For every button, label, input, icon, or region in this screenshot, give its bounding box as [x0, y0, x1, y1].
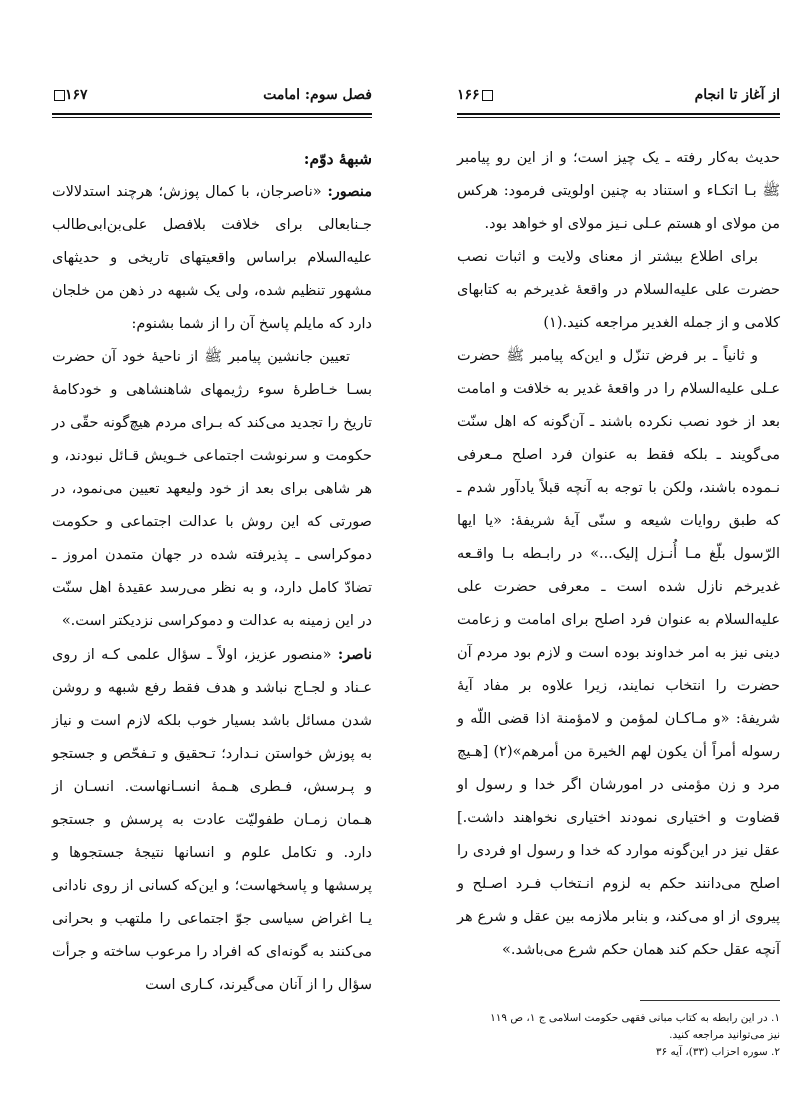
left-page-number-value: ۱۶۷ [65, 87, 88, 103]
left-header-rule-thin [52, 117, 372, 118]
paragraph-3: و ثانیاً ـ بر فرض تنزّل و این‌که پیامبر ﷺ حضرت عـلی علیه‌السلام را در واقعهٔ غدیر به خلافت و امامت بعد از خود نصب نکرده باشند ـ آن‌گونه که اهل سنّت می‌گویند ـ بلکه فقط به عنوان فرد اصلح مـعرفی نـموده باشند، ولکن با توجه به آنچه قبلاً یادآور شدم ـ که طبق روایات شیعه و سنّی آیهٔ شریفهٔ: «یا ایها الرّسول بلّغ مـا أُنـزل إلیک...» در رابـطه بـا واقـعه غدیرخم نازل شده است ـ معرفی حضرت علی علیه‌السلام به عنوان فرد اصلح برای امامت و زعامت دینی نیز به امر خداوند بوده است و لازم بود مردم آن حضرت را انتخاب نمایند، زیرا علاوه بر مفاد آیهٔ شریفهٔ: «و مـاکـان لمؤمن و لامؤمنة اذا قضی اللّه و رسوله أمراً أن یکون لهم الخیرة من أمرهم»(۲) [هـیچ مرد و زن مؤمنی در امورشان اگر خدا و رسول او قضاوت و اختیاری نمودند اختیاری نخواهند داشت.] عقل نیز در این‌گونه موارد که خدا و رسول او فردی را اصلح می‌دانند حکم به لزوم انـتخاب فـرد اصـلح و پیروی از او می‌کند، و بنابر ملازمه بین عقل و شرع هر آنچه عقل حکم کند همان حکم شرع می‌باشد.» [457, 348, 780, 958]
footnotes [480, 1010, 780, 1061]
page-box-icon [54, 90, 65, 101]
left-page-chapter-title: فصل سوم: امامت [263, 87, 372, 103]
paragraph-1 [52, 175, 372, 341]
footnote-divider [640, 1000, 780, 1001]
left-header-rule [52, 113, 372, 115]
right-page-body [457, 142, 780, 967]
page-box-icon [482, 90, 493, 101]
paragraph-2: برای اطلاع بیشتر از معنای ولایت و اثبات نصب حضرت علی علیه‌السلام در واقعهٔ غدیرخم به کتابهای کلامی و از جمله الغدیر مراجعه کنید.(۱) [457, 249, 780, 331]
right-page-number-value: ۱۶۶ [457, 87, 480, 103]
right-page-book-title: از آغاز تا انجام [694, 87, 780, 103]
paragraph-3-text: «منصور عزیز، اولاً ـ سؤال علمی کـه از روی عـناد و لجـاج نباشد و هدف فقط رفع شبهه و روشن شدن مسائل باشد بسیار خوب بلکه لازم است و نیاز به پوزش خواستن نـدارد؛ تـحقیق و تـفحّص و جستجو و پـرسش، فـطری هـمهٔ انسـانهاست. انسـان از هـمان زمـان طفولیّت عادت به پرسش و جستجو دارد. و تکامل علوم و انسانها نتیجهٔ جستجوها و پرسشها و پاسخهاست؛ و این‌که کسانی از روی نادانی یـا اغراض سیاسی جوّ اجتماعی را ملتهب و بحرانی می‌کنند به گونه‌ای که افراد را مرعوب ساخته و جرأت سؤال را از آنان می‌گیرند، کـاری است [52, 647, 372, 993]
section-heading: شبههٔ دوّم: [303, 149, 372, 168]
paragraph-2: تعیین جانشین پیامبر ﷺ از ناحیهٔ خود آن حضرت بسـا خـاطرهٔ سوء رژیمهای شاهنشاهی و خودکامهٔ تاریخ را تجدید می‌کند که بـرای مردم هیچ‌گونه حقّی در حکومت و سرنوشت اجتماعی خـویش قـائل نبودند، و هر شاهی برای بعد از خود ولیعهد تعیین می‌نمود، در صورتی که این روش با عدالت اجتماعی و حکومت دموکراسی ـ پذیرفته شده در جهان متمدن امروز ـ تضادّ کامل دارد، و به نظر می‌رسد عقیدهٔ اهل سنّت در این زمینه به عدالت و دموکراسی نزدیکتر است.» [52, 349, 372, 629]
speaker-naser: ناصر: [337, 646, 373, 663]
left-page-number [52, 87, 88, 103]
footnote-1: ۱. در این رابطه به کتاب مبانی فقهی حکومت اسلامی ج ۱، ص ۱۱۹ نیز می‌توانید مراجعه کنید. [490, 1012, 780, 1041]
right-header-rule-thin [457, 117, 780, 118]
left-page-body [52, 142, 372, 1002]
speaker-mansour: منصور: [327, 183, 373, 200]
right-page [400, 0, 800, 1100]
paragraph-3 [52, 638, 372, 1002]
left-page-header [52, 85, 372, 109]
right-page-header [457, 85, 780, 109]
footnote-2: ۲. سوره احزاب (۳۳)، آیه ۳۶ [655, 1046, 780, 1058]
paragraph-1: حدیث به‌کار رفته ـ یک چیز است؛ و از این رو پیامبر ﷺ بـا اتکـاء و استناد به چنین اولویتی فرمود: هرکس من مولای او هستم عـلی نـیز مولای او خواهد بود. [457, 150, 780, 232]
right-page-number [457, 87, 493, 103]
right-header-rule [457, 113, 780, 115]
paragraph-1-text: «ناصرجان، با کمال پوزش؛ هرچند استدلالات جـنابعالی برای خلافت بلافصل علی‌بن‌ابی‌طالب علیه‌السلام براساس واقعیتهای تاریخی و حدیثهای مشهور تنظیم شده، ولی یک شبهه در ذهن من خلجان دارد که مایلم پاسخ آن را از شما بشنوم: [52, 184, 372, 332]
